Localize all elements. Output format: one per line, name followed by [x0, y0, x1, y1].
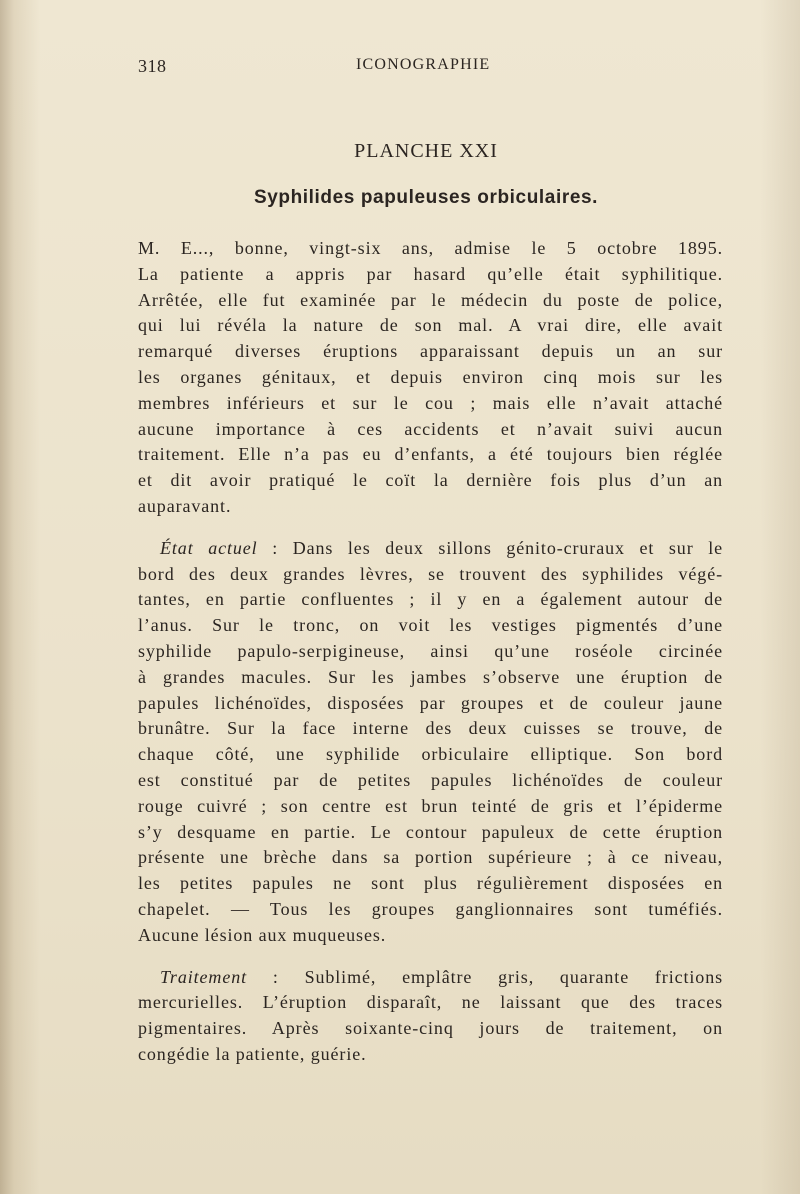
- text-line: traitement. Elle n’a pas eu d’enfants, a été toujours bien réglée: [138, 444, 723, 465]
- text-line: les organes génitaux, et depuis environ cinq mois sur les: [138, 366, 723, 387]
- text-line: syphilide papulo-serpigineuse, ainsi qu’une roséole circinée: [138, 640, 723, 661]
- text-line: mercurielles. L’éruption disparaît, ne laissant que des traces: [138, 992, 723, 1013]
- text-line: brunâtre. Sur la face interne des deux cuisses se trouve, de: [138, 718, 723, 739]
- text-line: présente une brèche dans sa portion supérieure ; à ce niveau,: [138, 847, 723, 868]
- section-lead-traitement: Traitement: [160, 966, 248, 987]
- text-line: rouge cuivré ; son centre est brun teinté de gris et l’épiderme: [138, 795, 723, 816]
- text-line: chapelet. — Tous les groupes ganglionnaires sont tuméfiés.: [138, 898, 723, 919]
- text-line: les petites papules ne sont plus régulièrement disposées en: [138, 873, 723, 894]
- paragraph-current-state: [138, 536, 723, 949]
- text-line: papules lichénoïdes, disposées par groupes et de couleur jaune: [138, 692, 723, 713]
- text-line: [138, 965, 723, 991]
- text-fragment: : Dans les deux sillons génito-cruraux et sur le: [257, 537, 723, 558]
- text-line: Arrêtée, elle fut examinée par le médecin du poste de police,: [138, 289, 723, 310]
- text-line: s’y desquame en partie. Le contour papuleux de cette éruption: [138, 821, 723, 842]
- text-line: est constitué par de petites papules lichénoïdes de couleur: [138, 769, 723, 790]
- section-lead-etat-actuel: État actuel: [160, 537, 258, 558]
- running-head: ICONOGRAPHIE: [356, 56, 491, 73]
- text-line: l’anus. Sur le tronc, on voit les vestiges pigmentés d’une: [138, 615, 723, 636]
- text-line: La patiente a appris par hasard qu’elle était syphilitique.: [138, 263, 723, 284]
- text-line: chaque côté, une syphilide orbiculaire elliptique. Son bord: [138, 744, 723, 765]
- text-line: [138, 536, 723, 562]
- text-line: M. E..., bonne, vingt-six ans, admise le 5 octobre 1895.: [138, 238, 723, 258]
- page-number: 318: [138, 56, 167, 76]
- text-line: aucune importance à ces accidents et n’avait suivi aucun: [138, 418, 723, 439]
- plate-subtitle: Syphilides papuleuses orbiculaires.: [253, 187, 599, 208]
- text-line: à grandes macules. Sur les jambes s’observe une éruption de: [138, 666, 723, 687]
- page-header: [138, 56, 723, 86]
- text-line: pigmentaires. Après soixante-cinq jours de traitement, on: [138, 1018, 723, 1039]
- text-line: et dit avoir pratiqué le coït la dernière fois plus d’un an: [138, 470, 723, 491]
- body-text: [138, 236, 723, 1068]
- text-fragment: : Sublimé, emplâtre gris, quarante frictions: [247, 966, 723, 987]
- paragraph-patient-history: [138, 236, 723, 520]
- text-line: qui lui révéla la nature de son mal. A vrai dire, elle avait: [138, 315, 723, 336]
- plate-title: PLANCHE XXI: [354, 140, 498, 162]
- text-line: congédie la patiente, guérie.: [138, 1043, 367, 1064]
- page-edge-shadow: [760, 0, 800, 1194]
- text-line: auparavant.: [138, 495, 232, 516]
- paragraph-treatment: [138, 965, 723, 1068]
- text-line: remarqué diverses éruptions apparaissant depuis un an sur: [138, 341, 723, 362]
- text-line: tantes, en partie confluentes ; il y en a également autour de: [138, 589, 723, 610]
- text-line: bord des deux grandes lèvres, se trouvent des syphilides végé-: [138, 563, 723, 584]
- text-line: membres inférieurs et sur le cou ; mais elle n’avait attaché: [138, 392, 723, 413]
- text-line: Aucune lésion aux muqueuses.: [138, 924, 387, 945]
